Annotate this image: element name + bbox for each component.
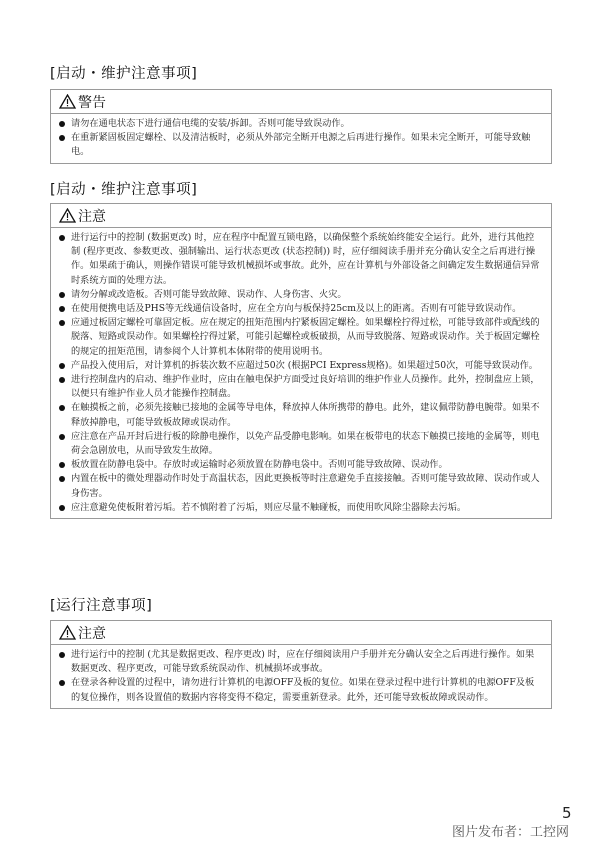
warning-box	[50, 89, 552, 164]
caution-box-startup	[50, 203, 552, 519]
list-item: 在使用便携电话及PHS等无线通信设备时，应在全方向与板保持25cm及以上的距离。否则有可能导致误动作。	[57, 302, 543, 316]
list-item: 进行控制盘内的启动、维护作业时，应由在触电保护方面受过良好培训的维护作业人员操作。此外，控制盘应上锁，以便只有维护作业人员才能操作控制盘。	[57, 373, 543, 401]
list-item: 产品投入使用后，对计算机的拆装次数不应超过50次 (根据PCI Express规格)。如果超过50次，可能导致误动作。	[57, 359, 543, 373]
warning-triangle-icon	[59, 625, 76, 640]
list-item: 请勿分解或改造板。否则可能导致故障、误动作、人身伤害、火灾。	[57, 288, 543, 302]
list-item: 应通过板固定螺栓可靠固定板。应在规定的扭矩范围内拧紧板固定螺栓。如果螺栓拧得过松，可能导致部件或配线的脱落、短路或误动作。如果螺栓拧得过紧，可能引起螺栓或板破损，从而导致脱落、短路或误动作。关于板固定螺栓的规定的扭矩范围，请参阅个人计算机本体附带的使用说明书。	[57, 316, 543, 359]
warning-triangle-icon	[59, 208, 76, 223]
list-item: 在重新紧固板固定螺栓、以及清洁板时，必须从外部完全断开电源之后再进行操作。如果未完全断开，可能导致触电。	[57, 131, 543, 159]
list-item: 进行运行中的控制 (数据更改) 时，应在程序中配置互锁电路，以确保整个系统始终能安全运行。此外，进行其他控制 (程序更改、参数更改、强制输出、运行状态更改 (状态控制)) 时，应仔细阅读手册并充分确认安全之后再进行操作。如果疏于确认，则操作错误可能导致机械损坏或事故。此外，应在计算机与外部设备之间确定发生数据通信异常时系统方面的处理方法。	[57, 231, 543, 288]
list-item: 应注意避免使板附着污垢。若不慎附着了污垢，则应尽量不触碰板，而使用吹风除尘器除去污垢。	[57, 501, 543, 515]
caution-label: 注意	[78, 208, 106, 225]
caution-box-header	[51, 621, 551, 645]
caution-label: 注意	[78, 625, 106, 642]
list-item: 进行运行中的控制 (尤其是数据更改、程序更改) 时，应在仔细阅读用户手册并充分确认安全之后再进行操作。如果数据更改、程序更改，可能导致系统误动作、机械损坏或事故。	[57, 648, 543, 676]
caution-box-header	[51, 204, 551, 228]
list-item: 在触摸板之前，必须先接触已接地的金属等导电体，释放掉人体所携带的静电。此外，建议佩带防静电腕带。如果不释放掉静电，可能导致板故障或误动作。	[57, 401, 543, 429]
warning-triangle-icon	[59, 94, 76, 109]
list-item: 应注意在产品开封后进行板的除静电操作，以免产品受静电影响。如果在板带电的状态下触摸已接地的金属等，则电荷会急剧放电，从而导致发生故障。	[57, 430, 543, 458]
warning-list	[51, 114, 551, 163]
watermark: 图片发布者：工控网	[452, 825, 570, 840]
list-item: 在登录各种设置的过程中，请勿进行计算机的电源OFF及板的复位。如果在登录过程中进行计算机的电源OFF及板的复位操作，则各设置值的数据内容将变得不稳定，需要重新登录。此外，还可能导致板故障或误动作。	[57, 676, 543, 704]
section-title-startup-maintenance-2: [启动・维护注意事项]	[50, 182, 198, 198]
list-item: 内置在板中的微处理器动作时处于高温状态，因此更换板等时注意避免手直接接触。否则可能导致故障、误动作或人身伤害。	[57, 472, 543, 500]
list-item: 请勿在通电状态下进行通信电缆的安装/拆卸。否则可能导致误动作。	[57, 117, 543, 131]
caution-box-operation	[50, 620, 552, 709]
list-item: 板放置在防静电袋中。存放时或运输时必须放置在防静电袋中。否则可能导致故障、误动作。	[57, 458, 543, 472]
caution-list-startup	[51, 228, 551, 518]
caution-list-operation	[51, 645, 551, 708]
page-number: 5	[562, 804, 572, 822]
warning-label: 警告	[78, 94, 106, 111]
warning-box-header	[51, 90, 551, 114]
section-title-operation: [运行注意事项]	[50, 598, 153, 614]
section-title-startup-maintenance-1: [启动・维护注意事项]	[50, 66, 198, 82]
